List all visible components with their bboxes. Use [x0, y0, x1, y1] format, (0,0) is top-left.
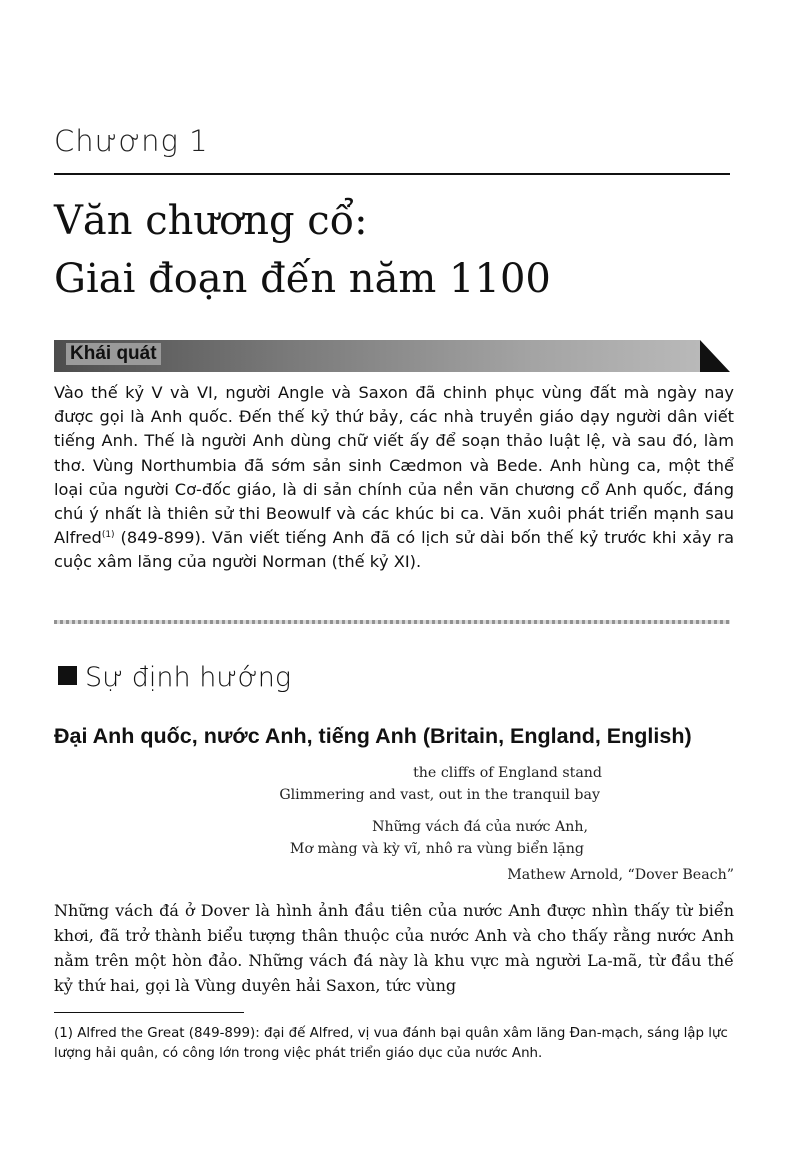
overview-text-part-1: Vào thế kỷ V và VI, người Angle và Saxon đã chinh phục vùng đất mà ngày nay được gọi là Anh quốc. Đến thế kỷ thứ bảy, các nhà truyền giáo dạy người dân viết tiếng Anh. Thế là người Anh dùng chữ viết ấy để soạn thảo luật lệ, và sau đó, làm thơ. Vùng Northumbia đã sớm sản sinh Cædmon và Bede. Anh hùng ca, một thể loại của người Cơ-đốc giáo, là di sản chính của nền văn chương cổ Anh quốc, đáng chú ý nhất là thiên sử thi Beowulf và các khúc bi ca. Văn xuôi phát triển mạnh sau Alfred — [54, 383, 734, 548]
square-bullet-icon — [58, 666, 77, 685]
section-heading — [58, 662, 291, 693]
overview-text-part-2: (849-899). Văn viết tiếng Anh đã có lịch sử dài bốn thế kỷ trước khi xảy ra cuộc xâm lăng của người Norman (thế kỷ XI). — [54, 528, 734, 572]
footnote-marker: (1) — [101, 530, 115, 541]
epigraph — [174, 762, 734, 886]
chapter-title — [54, 192, 744, 308]
chapter-title-line-2: Giai đoạn đến năm 1100 — [54, 256, 551, 302]
section-heading-text: Sự định hướng — [85, 662, 292, 693]
footnote-text: Alfred the Great (849-899): đại đế Alfred, vị vua đánh bại quân xâm lăng Đan-mạch, sáng lập lực lượng hải quân, có công lớn trong việc phát triển giáo dục của nước Anh. — [54, 1026, 728, 1061]
epigraph-english-line-1: the cliffs of England stand — [413, 765, 602, 781]
epigraph-vietnamese-line-2: Mơ màng và kỳ vĩ, nhô ra vùng biển lặng — [289, 841, 584, 857]
chapter-label: Chương 1 — [54, 124, 209, 158]
chapter-rule — [54, 173, 730, 175]
overview-banner — [54, 340, 730, 372]
section-divider — [54, 620, 730, 624]
chapter-title-line-1: Văn chương cổ: — [54, 198, 368, 244]
triangle-corner-icon — [700, 340, 730, 372]
body-paragraph: Những vách đá ở Dover là hình ảnh đầu tiên của nước Anh được nhìn thấy từ biển khơi, đã trở thành biểu tượng thân thuộc của nước Anh và cho thấy rằng nước Anh nằm trên một hòn đảo. Những vách đá này là khu vực mà người La-mã, từ đầu thế kỷ thứ hai, gọi là Vùng duyên hải Saxon, tức vùng — [54, 901, 734, 995]
footnote-number: (1) — [54, 1026, 73, 1041]
footnote — [54, 1024, 730, 1064]
subsection-heading: Đại Anh quốc, nước Anh, tiếng Anh (Britain, England, English) — [54, 724, 692, 748]
epigraph-attribution: Mathew Arnold, “Dover Beach” — [507, 867, 734, 883]
footnote-rule — [54, 1012, 244, 1013]
epigraph-vietnamese-line-1: Những vách đá của nước Anh, — [372, 819, 588, 835]
overview-text — [54, 381, 734, 575]
epigraph-english-line-2: Glimmering and vast, out in the tranquil bay — [279, 787, 600, 803]
overview-heading: Khái quát — [66, 343, 161, 365]
